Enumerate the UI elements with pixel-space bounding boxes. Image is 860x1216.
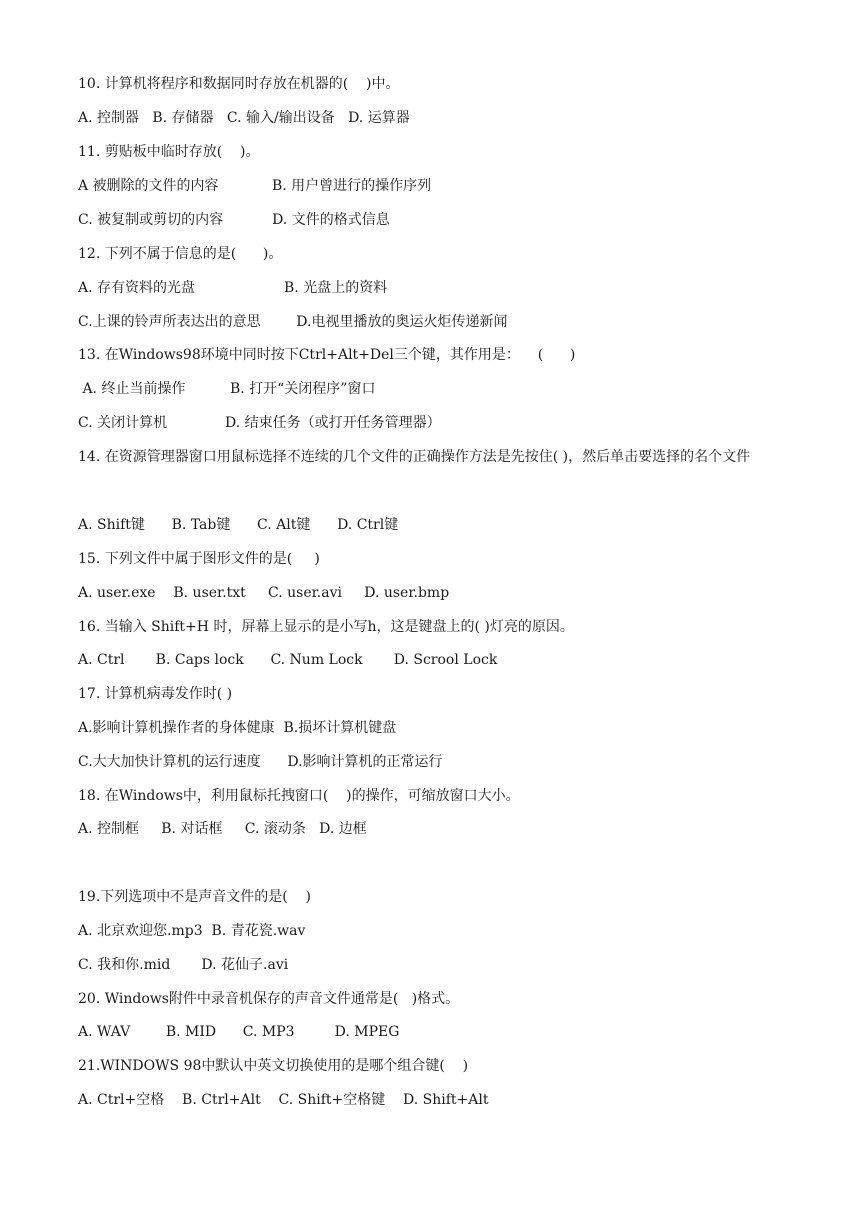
question-13: 13. 在Windows98环境中同时按下Ctrl+Alt+Del三个键，其作用是： ( )	[78, 347, 576, 363]
options-17-row-2: C.大大加快计算机的运行速度 D.影响计算机的正常运行	[78, 754, 443, 770]
question-17: 17. 计算机病毒发作时( )	[78, 686, 233, 702]
options-18: A. 控制框 B. 对话框 C. 滚动条 D. 边框	[78, 821, 367, 837]
question-15: 15. 下列文件中属于图形文件的是( )	[78, 551, 320, 567]
question-11: 11. 剪贴板中临时存放( )。	[78, 144, 260, 160]
options-13-row-2: C. 关闭计算机 D. 结束任务（或打开任务管理器）	[78, 415, 441, 431]
options-12-row-1: A. 存有资料的光盘 B. 光盘上的资料	[78, 280, 388, 296]
options-20: A. WAV B. MID C. MP3 D. MPEG	[78, 1024, 400, 1040]
options-14: A. Shift键 B. Tab键 C. Alt键 D. Ctrl键	[78, 517, 399, 533]
options-16: A. Ctrl B. Caps lock C. Num Lock D. Scrool Lock	[78, 652, 498, 668]
options-11-row-1: A 被删除的文件的内容 B. 用户曾进行的操作序列	[78, 178, 432, 194]
options-12-row-2: C.上课的铃声所表达出的意思 D.电视里播放的奥运火炬传递新闻	[78, 314, 508, 330]
options-17-row-1: A.影响计算机操作者的身体健康 B.损坏计算机键盘	[78, 720, 397, 736]
question-19: 19.下列选项中不是声音文件的是( )	[78, 889, 311, 905]
question-12: 12. 下列不属于信息的是( )。	[78, 246, 283, 262]
options-19-row-1: A. 北京欢迎您.mp3 B. 青花瓷.wav	[78, 923, 306, 939]
question-18: 18. 在Windows中，利用鼠标托拽窗口( )的操作，可缩放窗口大小。	[78, 788, 520, 804]
question-20: 20. Windows附件中录音机保存的声音文件通常是( )格式。	[78, 991, 460, 1007]
question-10: 10. 计算机将程序和数据同时存放在机器的( )中。	[78, 76, 400, 92]
options-10: A. 控制器 B. 存储器 C. 输入/输出设备 D. 运算器	[78, 110, 410, 126]
options-19-row-2: C. 我和你.mid D. 花仙子.avi	[78, 957, 289, 973]
options-15: A. user.exe B. user.txt C. user.avi D. user.bmp	[78, 585, 450, 601]
question-16: 16. 当输入 Shift+H 时，屏幕上显示的是小写h，这是键盘上的( )灯亮的原因。	[78, 619, 574, 635]
options-13-row-1: A. 终止当前操作 B. 打开“关闭程序”窗口	[78, 381, 376, 397]
question-21: 21.WINDOWS 98中默认中英文切换使用的是哪个组合键( )	[78, 1058, 469, 1074]
options-21: A. Ctrl+空格 B. Ctrl+Alt C. Shift+空格键 D. Shift+Alt	[78, 1092, 489, 1108]
question-14: 14. 在资源管理器窗口用鼠标选择不连续的几个文件的正确操作方法是先按住( )，然后单击要选择的名个文件	[78, 449, 751, 465]
options-11-row-2: C. 被复制或剪切的内容 D. 文件的格式信息	[78, 212, 390, 228]
